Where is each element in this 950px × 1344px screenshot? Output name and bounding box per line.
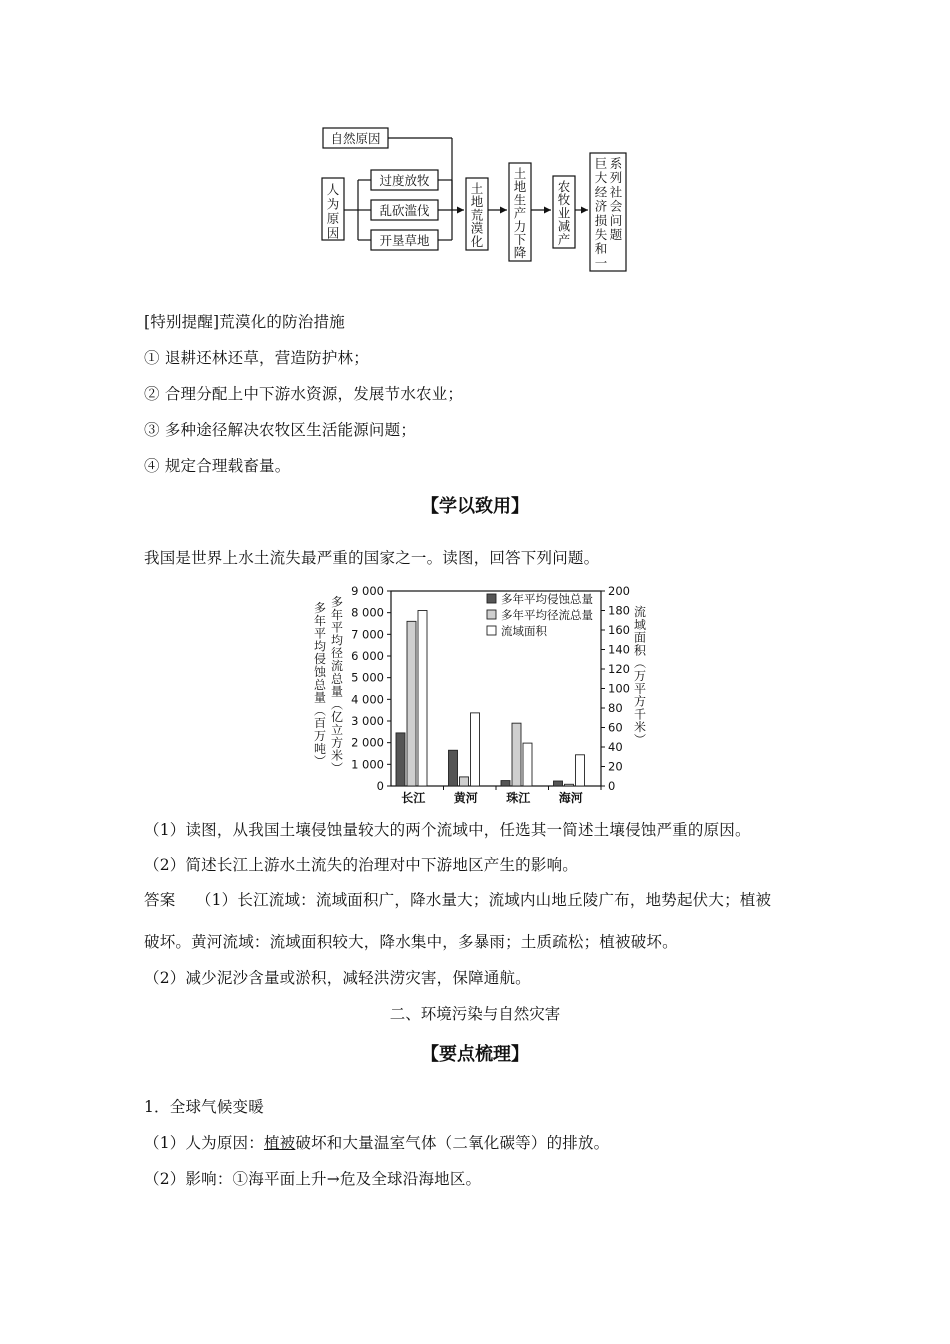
answer-line-2: 破坏。黄河流域：流域面积较大，降水集中，多暴雨；土质疏松；植被破坏。: [144, 933, 678, 951]
svg-text:量: 量: [313, 690, 327, 705]
svg-text:社: 社: [609, 184, 623, 200]
tip-item: ③ 多种途径解决农牧区生活能源问题；: [144, 421, 417, 439]
svg-text:方: 方: [633, 694, 647, 709]
cause-suffix: 破坏和大量温室气体（二氧化碳等）的排放。: [295, 1134, 610, 1152]
svg-text:积: 积: [633, 643, 647, 658]
category-label: 长江: [401, 791, 426, 805]
bar-3-0: [554, 781, 563, 786]
right-tick-label: 20: [608, 759, 623, 774]
bar-1-1: [460, 777, 469, 786]
category-label: 海河: [558, 791, 583, 805]
cause-prefix: （1）人为原因：: [144, 1134, 264, 1152]
chain-label-yield: [558, 179, 571, 247]
svg-text:多: 多: [313, 601, 327, 615]
natural-cause-label: 自然原因: [330, 131, 381, 146]
bar-0-0: [396, 733, 405, 786]
right-tick-label: 0: [608, 779, 616, 793]
svg-text:年: 年: [313, 613, 327, 628]
bar-1-2: [471, 713, 480, 786]
chain-label-loss-col1: [595, 156, 608, 270]
left-axis-title-1: [314, 601, 327, 769]
svg-text:土: 土: [470, 181, 484, 196]
svg-text:荒: 荒: [470, 207, 484, 223]
svg-text:失: 失: [594, 227, 608, 242]
svg-text:下: 下: [513, 232, 527, 247]
tip-item: ② 合理分配上中下游水资源，发展节水农业；: [144, 385, 464, 403]
point-1-effect: （2）影响：①海平面上升→危及全球沿海地区。: [144, 1170, 482, 1188]
left-tick-label: 0: [376, 779, 384, 793]
bar-1-0: [449, 750, 458, 786]
left-tick-label: 5 000: [351, 670, 384, 685]
legend-label: 流域面积: [501, 624, 547, 638]
svg-text:力: 力: [513, 218, 527, 234]
left-axis-title-2: [331, 595, 344, 775]
svg-text:土: 土: [513, 166, 527, 181]
svg-text:域: 域: [633, 617, 647, 632]
svg-text:均: 均: [330, 633, 344, 648]
svg-text:化: 化: [470, 233, 484, 249]
svg-text:方: 方: [330, 735, 344, 750]
section-heading-apply: 【学以致用】: [421, 496, 529, 517]
svg-text:均: 均: [313, 639, 327, 654]
svg-text:多: 多: [330, 595, 344, 609]
chain-label-desertification: [471, 181, 484, 249]
svg-text:米: 米: [330, 748, 344, 763]
svg-text:年: 年: [330, 607, 344, 622]
svg-text:︵: ︵: [313, 703, 327, 718]
svg-text:原: 原: [326, 211, 340, 226]
left-tick-label: 3 000: [351, 714, 384, 728]
right-tick-label: 100: [608, 681, 630, 696]
svg-text:业: 业: [557, 205, 571, 221]
svg-text:减: 减: [557, 218, 571, 234]
left-tick-label: 7 000: [351, 627, 384, 642]
svg-text:亿: 亿: [330, 710, 344, 725]
legend-label: 多年平均侵蚀总量: [501, 592, 593, 606]
erosion-bar-chart: [0, 578, 950, 808]
svg-text:济: 济: [594, 198, 608, 214]
legend-swatch: [487, 594, 496, 603]
answer-label: 答案: [144, 891, 176, 909]
svg-text:︶: ︶: [330, 761, 344, 776]
svg-text:︶: ︶: [313, 754, 327, 769]
svg-text:地: 地: [470, 194, 484, 210]
svg-text:漠: 漠: [470, 220, 484, 236]
svg-text:量: 量: [330, 684, 344, 699]
legend-swatch: [487, 610, 496, 619]
point-1-title: 1．全球气候变暖: [144, 1098, 264, 1116]
svg-text:损: 损: [594, 212, 608, 228]
right-tick-label: 200: [608, 584, 630, 598]
tip-item: ① 退耕还林还草，营造防护林；: [144, 349, 369, 367]
svg-text:地: 地: [513, 179, 527, 195]
legend-label: 多年平均径流总量: [501, 608, 593, 622]
point-1-cause: [144, 1131, 609, 1153]
question-2: （2）简述长江上游水土流失的治理对中下游地区产生的影响。: [144, 856, 578, 874]
svg-text:问: 问: [609, 212, 623, 228]
svg-text:系: 系: [609, 156, 623, 171]
svg-text:会: 会: [609, 198, 623, 214]
svg-text:侵: 侵: [313, 652, 327, 667]
svg-text:题: 题: [609, 227, 623, 242]
svg-text:蚀: 蚀: [313, 665, 327, 679]
section-heading-key-points: 【要点梳理】: [421, 1044, 529, 1065]
right-tick-label: 40: [608, 740, 623, 754]
svg-text:产: 产: [513, 205, 527, 221]
left-tick-label: 6 000: [351, 649, 384, 663]
activity-label-reclamation: 开垦草地: [379, 233, 430, 248]
left-tick-label: 1 000: [351, 757, 384, 772]
svg-text:百: 百: [313, 716, 327, 731]
right-tick-label: 140: [608, 642, 630, 657]
activity-label-grazing: 过度放牧: [379, 173, 430, 188]
answer-line-3: （2）减少泥沙含量或淤积，减轻洪涝灾害，保障通航。: [144, 969, 531, 987]
answer-line-1: [144, 888, 771, 910]
bar-3-2: [576, 755, 585, 786]
svg-text:大: 大: [594, 170, 608, 186]
cause-underlined-term: 植被: [263, 1134, 296, 1152]
svg-text:和: 和: [594, 241, 608, 257]
svg-text:总: 总: [313, 677, 327, 692]
intro-text: 我国是世界上水土流失最严重的国家之一。读图，回答下列问题。: [144, 549, 600, 567]
svg-text:立: 立: [330, 723, 344, 737]
right-tick-label: 60: [608, 720, 623, 735]
desertification-flowchart: [0, 0, 950, 280]
svg-text:人: 人: [326, 182, 340, 197]
svg-text:径: 径: [330, 646, 344, 661]
svg-text:平: 平: [313, 626, 327, 641]
chain-label-loss-col2: [610, 156, 623, 242]
bar-0-1: [407, 621, 416, 786]
left-tick-label: 8 000: [351, 605, 384, 620]
svg-text:︶: ︶: [633, 733, 647, 747]
svg-text:平: 平: [633, 681, 647, 696]
svg-text:平: 平: [330, 620, 344, 635]
left-tick-label: 2 000: [351, 735, 384, 750]
right-tick-label: 120: [608, 662, 630, 676]
svg-text:吨: 吨: [313, 741, 327, 756]
svg-text:面: 面: [633, 630, 647, 645]
svg-text:︵: ︵: [330, 697, 344, 712]
human-cause-label: [327, 182, 340, 241]
svg-text:产: 产: [557, 231, 571, 247]
svg-text:列: 列: [609, 170, 623, 186]
svg-text:生: 生: [513, 192, 527, 208]
bar-2-1: [512, 723, 521, 786]
svg-text:流: 流: [633, 605, 647, 619]
activity-label-deforestation: 乱砍滥伐: [379, 203, 430, 218]
svg-text:因: 因: [326, 225, 340, 241]
svg-text:万: 万: [313, 729, 327, 743]
svg-text:流: 流: [330, 659, 344, 673]
legend-swatch: [487, 626, 496, 635]
svg-text:经: 经: [594, 184, 608, 200]
bar-2-2: [523, 743, 532, 786]
svg-text:农: 农: [557, 179, 571, 194]
tip-item: ④ 规定合理载畜量。: [144, 457, 291, 475]
svg-text:牧: 牧: [557, 192, 571, 208]
right-tick-label: 180: [608, 603, 630, 618]
svg-text:总: 总: [330, 671, 344, 686]
right-tick-label: 80: [608, 701, 623, 715]
svg-text:米: 米: [633, 720, 647, 735]
svg-text:巨: 巨: [594, 156, 608, 171]
left-tick-label: 4 000: [351, 692, 384, 707]
svg-text:千: 千: [633, 707, 647, 722]
category-label: 黄河: [453, 791, 478, 805]
svg-text:降: 降: [513, 245, 527, 261]
tip-title: [特别提醒]荒漠化的防治措施: [144, 313, 345, 331]
right-tick-label: 160: [608, 623, 630, 637]
category-label: 珠江: [506, 791, 531, 805]
right-axis-title: [634, 604, 647, 747]
question-1: （1）读图，从我国土壤侵蚀量较大的两个流域中，任选其一简述土壤侵蚀严重的原因。: [144, 821, 751, 839]
bar-0-2: [418, 611, 427, 787]
section-title-pollution: 二、环境污染与自然灾害: [389, 1005, 561, 1023]
chain-label-productivity: [514, 166, 527, 260]
svg-text:一: 一: [594, 255, 608, 271]
left-tick-label: 9 000: [351, 584, 384, 598]
answer-text: （1）长江流域：流域面积广，降水量大；流域内山地丘陵广布，地势起伏大；植被: [195, 891, 772, 909]
svg-text:︵: ︵: [633, 656, 647, 671]
svg-text:为: 为: [326, 196, 340, 212]
bar-2-0: [501, 781, 510, 786]
bar-3-1: [565, 784, 574, 786]
svg-text:万: 万: [633, 669, 647, 683]
